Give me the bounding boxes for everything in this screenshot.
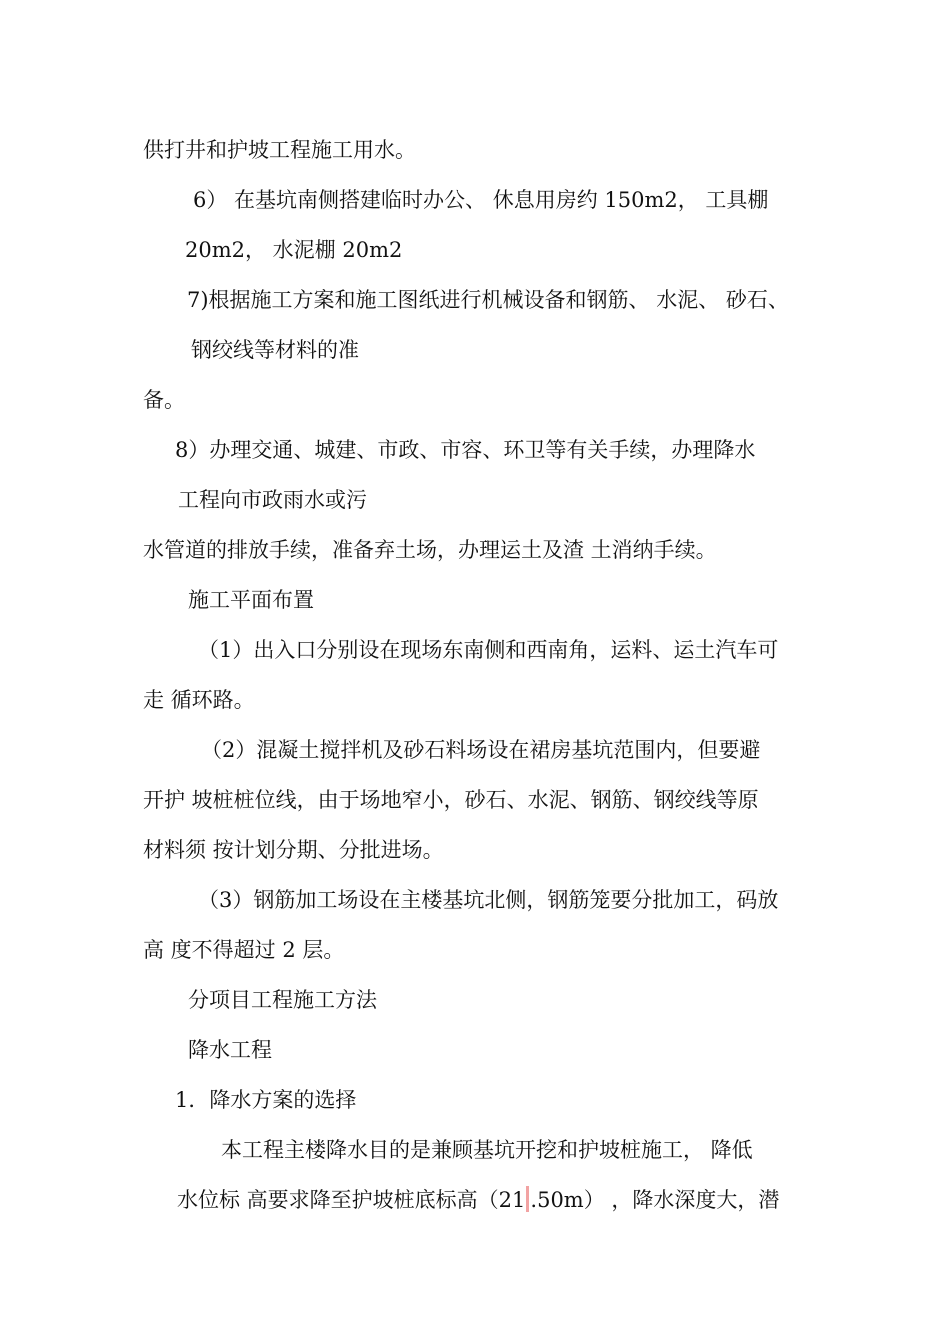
text-line: （2）混凝土搅拌机及砂石料场设在裙房基坑范围内，但要避 <box>201 738 761 762</box>
text-line: 8）办理交通、城建、市政、市容、环卫等有关手续，办理降水 <box>175 438 756 462</box>
text-line: 钢绞线等材料的准 <box>191 338 359 362</box>
text-line: 材料须 按计划分期、分批进场。 <box>143 838 444 862</box>
text-cursor <box>526 1186 529 1212</box>
text-line: 高 度不得超过 2 层。 <box>143 938 345 962</box>
text-before-cursor: 水位标 高要求降至护坡桩底标高（21 <box>177 1188 526 1212</box>
text-line: （3）钢筋加工场设在主楼基坑北侧，钢筋笼要分批加工，码放 <box>198 888 779 912</box>
section-heading: 1．降水方案的选择 <box>175 1088 357 1112</box>
text-line: 本工程主楼降水目的是兼顾基坑开挖和护坡桩施工， 降低 <box>221 1138 753 1162</box>
text-line: 水管道的排放手续，准备弃土场，办理运土及渣 土消纳手续。 <box>143 538 717 562</box>
text-line: 工程向市政雨水或污 <box>178 488 367 512</box>
text-line: 20m2， 水泥棚 20m2 <box>185 238 403 262</box>
text-line: （1）出入口分别设在现场东南侧和西南角，运料、运土汽车可 <box>198 638 779 662</box>
text-line: 供打井和护坡工程施工用水。 <box>143 138 416 162</box>
section-heading: 降水工程 <box>188 1038 272 1062</box>
text-line: 走 循环路。 <box>143 688 255 712</box>
text-line: 开护 坡桩桩位线，由于场地窄小，砂石、水泥、钢筋、钢绞线等原 <box>143 788 759 812</box>
section-heading: 施工平面布置 <box>188 588 314 612</box>
text-after-cursor: .50m） ，降水深度大，潜 <box>530 1188 780 1212</box>
text-line: 6） 在基坑南侧搭建临时办公、 休息用房约 150m2， 工具棚 <box>193 188 769 212</box>
section-heading: 分项目工程施工方法 <box>188 988 377 1012</box>
text-line: 备。 <box>143 388 185 412</box>
text-line: 7)根据施工方案和施工图纸进行机械设备和钢筋、 水泥、 砂石、 <box>187 288 789 312</box>
text-line <box>177 1186 779 1214</box>
